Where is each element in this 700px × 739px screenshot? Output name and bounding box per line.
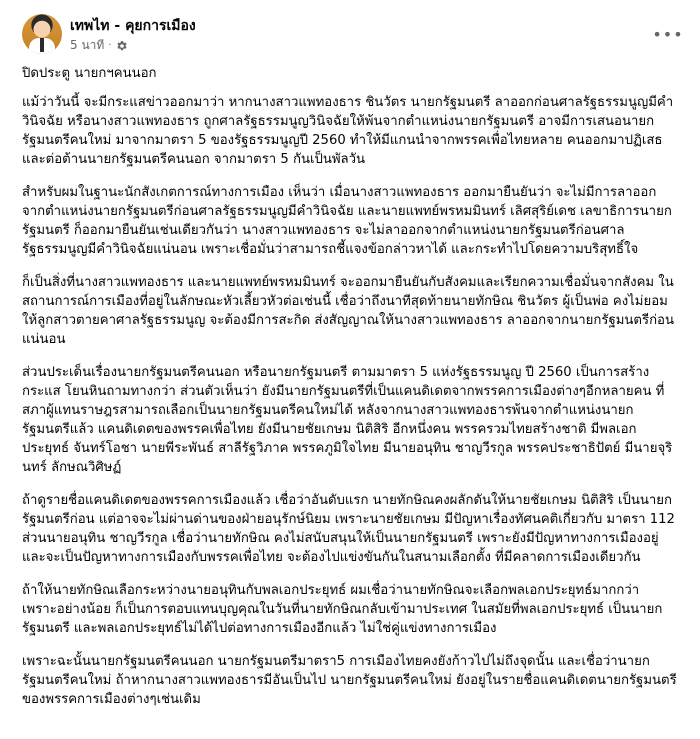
post-paragraph-7: เพราะฉะนั้นนายกรัฐมนตรีคนนอก นายกรัฐมนตรีมาตรา5 การเมืองไทยคงยังก้าวไปไม่ถึงจุดนั้น และเชื่อว่านายกรัฐมนตรีคนใหม่ ถ้าหากนางสาวแพทองธารมีอันเป็นไป นายกรัฐมนตรีคนใหม่ ยังอยู่ในรายชื่อแคนดิเดตนายกรัฐมนตรีของพรรคการเมืองต่างๆเช่นเดิม — [22, 654, 677, 707]
avatar-tie — [40, 38, 44, 52]
more-icon[interactable]: ••• — [652, 24, 684, 44]
post-meta — [70, 36, 128, 55]
gear-icon[interactable] — [116, 40, 128, 52]
post-paragraph-2: สำหรับผมในฐานะนักสังเกตการณ์ทางการเมือง เห็นว่า เมื่อนางสาวแพทองธาร ออกมายืนยันว่า จะไม่มีการลาออกจากตำแหน่งนายกรัฐมนตรีก่อนศาลรัฐธรรมนูญมีคำวินิจฉัย และนายแพทย์พรหมมินทร์ เลิศสุริย์เดช เลขาธิการนายกรัฐมนตรี ก็ออกมายืนยันเช่นเดียวกันว่า นางสาวแพทองธาร จะไม่ลาออกจากตำแหน่งนายกรัฐมนตรีก่อนศาลรัฐธรรมนูญมีคำวินิจฉัยแน่นอน เพราะเชื่อมั่นว่าสามารถชี้แจงข้อกล่าวหาได้ และกระทำไปโดยความบริสุทธิ์ใจ — [22, 185, 672, 257]
author-name[interactable]: เทพไท - คุยการเมือง — [70, 18, 196, 34]
post-paragraph-1: แม้ว่าวันนี้ จะมีกระแสข่าวออกมาว่า หากนางสาวแพทองธาร ชินวัตร นายกรัฐมนตรี ลาออกก่อนศาลรัฐธรรมนูญมีคำวินิจฉัย หรือนางสาวแพทองธาร ถูกศาลรัฐธรรมนูญวินิจฉัยให้พ้นจากตำแหน่งนายกรัฐมนตรี อาจมีการเสนอนายกรัฐมนตรีคนใหม่ มาจากมาตรา 5 ของรัฐธรรมนูญปี 2560 ทำให้มีแกนนำจากพรรคเพื่อไทยหลาย คนออกมาปฏิเสธ และต่อต้านนายกรัฐมนตรีคนนอก จากมาตรา 5 กันเป็นพัลวัน — [22, 95, 674, 167]
avatar[interactable] — [22, 14, 62, 54]
post-header — [22, 14, 682, 54]
post-paragraph-6: ถ้าให้นายทักษิณเลือกระหว่างนายอนุทินกับพลเอกประยุทธ์ ผมเชื่อว่านายทักษิณจะเลือกพลเอกประยุทธ์มากกว่า เพราะอย่างน้อย ก็เป็นการตอบแทนบุญคุณในวันที่นายทักษิณกลับเข้ามาประเทศ ในสมัยที่พลเอกประยุทธ์ เป็นนายกรัฐมนตรี และพลเอกประยุทธ์ไม่ได้ไปต่อทางการเมืองอีกแล้ว ไม่ใช่คู่แข่งทางการเมือง — [22, 583, 663, 636]
post-paragraph-4: ส่วนประเด็นเรื่องนายกรัฐมนตรีคนนอก หรือนายกรัฐมนตรี ตามมาตรา 5 แห่งรัฐธรรมนูญ ปี 2560 เป็นการสร้างกระแส โยนหินถามทางกว่า ส่วนตัวเห็นว่า ยังมีนายกรัฐมนตรีที่เป็นแคนดิเดตจากพรรคการเมืองต่างๆอีกหลายคน ที่สภาผู้แทนราษฎรสามารถเลือกเป็นนายกรัฐมนตรีคนใหม่ได้ หลังจากนางสาวแพทองธารพ้นจากตำแหน่งนายกรัฐมนตรีแล้ว แคนดิเดตของพรรคเพื่อไทย ยังมีนายชัยเกษม นิติสิริ อีกหนึ่งคน พรรครวมไทยสร้างชาติ มีพลเอกประยุทธ์ จันทร์โอชา นายพีระพันธ์ สาลีรัฐวิภาค พรรคภูมิใจไทย มีนายอนุทิน ชาญวีรกูล พรรคประชาธิปัตย์ มีนายจุรินทร์ ลักษณวิศิษฏ์ — [22, 365, 673, 475]
post-paragraph-5: ถ้าดูรายชื่อแคนดิเดตของพรรคการเมืองแล้ว เชื่อว่าอันดับแรก นายทักษิณคงผลักดันให้นายชัยเกษม นิติสิริ เป็นนายกรัฐมนตรีก่อน แต่อาจจะไม่ผ่านด่านของฝ่ายอนุรักษ์นิยม เพราะนายชัยเกษม มีปัญหาเรื่องทัศนคติเกี่ยวกับ มาตรา 112 ส่วนนายอนุทิน ชาญวีรกูล เชื่อว่านายทักษิณ คงไม่สนับสนุนให้เป็นนายกรัฐมนตรี เพราะยังมีปัญหาทางการเมืองอยู่ และจะเป็นปัญหาทางการเมืองกับพรรคเพื่อไทย จะต้องไปแข่งขันกันในสนามเลือกตั้ง ที่มีคลาดการเมืองเดียวกัน — [22, 493, 675, 565]
post-time[interactable]: 5 นาที — [70, 38, 105, 52]
meta-separator: · — [108, 40, 112, 51]
post-content — [22, 64, 678, 723]
post-title: ปิดประตู นายกฯคนนอก — [22, 66, 157, 81]
post-paragraph-3: ก็เป็นสิ่งที่นางสาวแพทองธาร และนายแพทย์พรหมมินทร์ จะออกมายืนยันกับสังคมและเรียกความเชื่อมั่นจากสังคม ในสถานการณ์การเมืองที่อยู่ในลักษณะหัวเลี้ยวหัวต่อเช่นนี้ เชื่อว่าถึงนาทีสุดท้ายนายทักษิณ ชินวัตร ผู้เป็นพ่อ คงไม่ยอมให้ลูกสาวตายคาศาลรัฐธรรมนูญ จะต้องมีการสะกิด ส่งสัญญาณให้นางสาวแพทองธาร ลาออกจากนายกรัฐมนตรีก่อนแน่นอน — [22, 275, 674, 347]
